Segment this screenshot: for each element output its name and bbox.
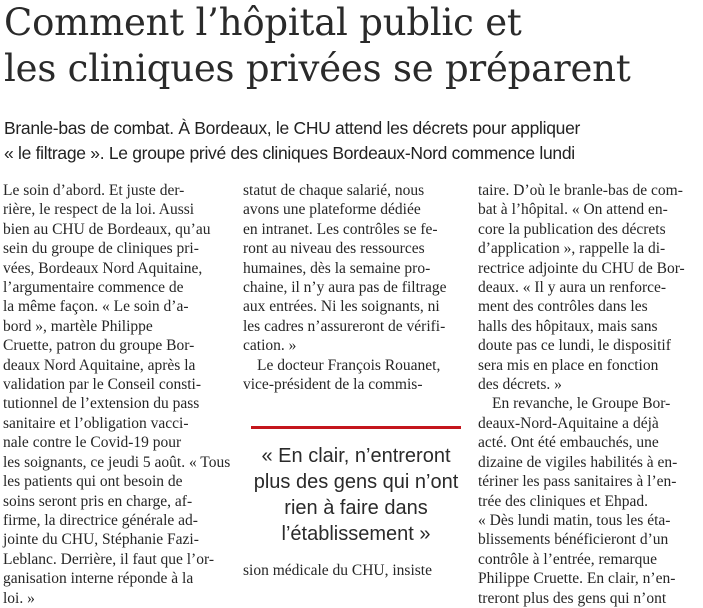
article-column-1 [3,181,231,608]
pull-quote-line: l’établissement » [281,523,431,545]
text-line: humaines, dès la semaine pro- [243,259,431,277]
text-line: Cruette, patron du groupe Bor- [3,337,195,355]
text-line: doute pas ce lundi, le dispositif [478,337,671,355]
text-line: avons une plateforme dédiée [243,201,421,219]
text-line: d’application », rappelle la di- [478,240,666,258]
text-line: vées, Bordeaux Nord Aquitaine, [3,259,203,277]
text-line: deaux Nord Aquitaine, après la [3,356,196,374]
text-line: sanitaire et l’obligation vacci- [3,414,189,432]
text-line: bord », martèle Philippe [3,317,153,335]
text-line: En revanche, le Groupe Bor- [492,395,671,413]
text-line: firme, la directrice générale ad- [3,511,198,529]
text-line: rière, le respect de la loi. Aussi [3,201,195,219]
text-line: « Dès lundi matin, tous les éta- [478,511,671,529]
headline-line-2: les cliniques privées se préparent [4,47,631,90]
text-line: acté. Ont été embauchés, une [478,434,659,452]
text-line: sera mis en place en fonction [478,356,659,374]
text-line: Leblanc. Derrière, il faut que l’or- [3,550,214,568]
text-line: sein du groupe de cliniques pri- [3,240,199,258]
text-line: trée des cliniques et Ehpad. [478,492,649,510]
text-line: nale contre le Covid-19 pour [3,434,182,452]
subheadline-line-2: « le filtrage ». Le groupe privé des cliniques Bordeaux-Nord commence lundi [4,143,575,163]
headline [4,0,700,92]
text-line: validation par le Conseil consti- [3,376,202,394]
article-column-3 [478,181,701,608]
text-line: tutionnel de l’extension du pass [3,395,200,413]
text-line: aux entrées. Ni les soignants, ni [243,298,440,316]
text-line: l’argumentaire commence de [3,279,184,297]
article-column-2-continued [243,561,465,580]
text-line: la même façon. « Le soin d’a- [3,298,189,316]
pull-quote-line: rien à faire dans [284,497,428,519]
text-line: en intranet. Les contrôles se fe- [243,220,438,238]
pull-quote-rule [251,426,461,429]
text-line: core la publication des décrets [478,220,666,238]
text-line: sion médicale du CHU, insiste [243,562,432,579]
text-line: bien au CHU de Bordeaux, qu’au [3,220,211,238]
text-line: statut de chaque salarié, nous [243,182,425,199]
text-line: deaux-Nord-Aquitaine a déjà [478,414,659,432]
text-line: halls des hôpitaux, mais sans [478,317,658,335]
article-column-2 [243,181,465,394]
text-line: dizaine de vigiles habilités à en- [478,453,678,471]
text-line: ront au niveau des ressources [243,240,425,258]
pull-quote-line: plus des gens qui n’ont [253,471,459,493]
text-line: loi. » [3,589,35,607]
subheadline [4,116,700,166]
text-line: Le soin d’abord. Et juste der- [3,182,185,199]
text-line: les soignants, ce jeudi 5 août. « Tous [3,453,231,471]
text-line: rectrice adjointe du CHU de Bor- [478,259,685,277]
text-line: vice-président de la commis- [243,376,423,394]
text-line: ment des contrôles dans les [478,298,648,316]
text-line: ganisation interne réponde à la [3,570,194,588]
text-line: bat à l’hôpital. « On attend en- [478,201,668,219]
headline-line-1: Comment l’hôpital public et [4,1,522,44]
text-line: Le docteur François Rouanet, [257,356,441,374]
text-line: des décrets. » [478,376,562,394]
text-line: treront plus des gens qui n’ont [478,589,667,607]
subheadline-line-1: Branle-bas de combat. À Bordeaux, le CHU attend les décrets pour appliquer [4,118,581,138]
pull-quote [251,426,461,547]
text-line: cation. » [243,337,297,355]
text-line: jointe du CHU, Stéphanie Fazi- [3,531,199,549]
text-line: contrôle à l’entrée, remarque [478,550,658,568]
text-line: soins seront pris en charge, af- [3,492,193,510]
text-line: blissements bénéficieront d’un [478,531,669,549]
text-line: les patients qui ont besoin de [3,473,183,491]
text-line: les cadres n’assureront de vérifi- [243,317,446,335]
pull-quote-text [251,443,461,547]
text-line: Philippe Cruette. En clair, n’en- [478,570,676,588]
text-line: tériner les pass sanitaires à l’en- [478,473,677,491]
text-line: taire. D’où le branle-bas de com- [478,182,683,199]
pull-quote-line: « En clair, n’entreront [261,445,451,467]
text-line: chaine, il n’y aura pas de filtrage [243,279,447,297]
text-line: deaux. « Il y aura un renforce- [478,279,667,297]
